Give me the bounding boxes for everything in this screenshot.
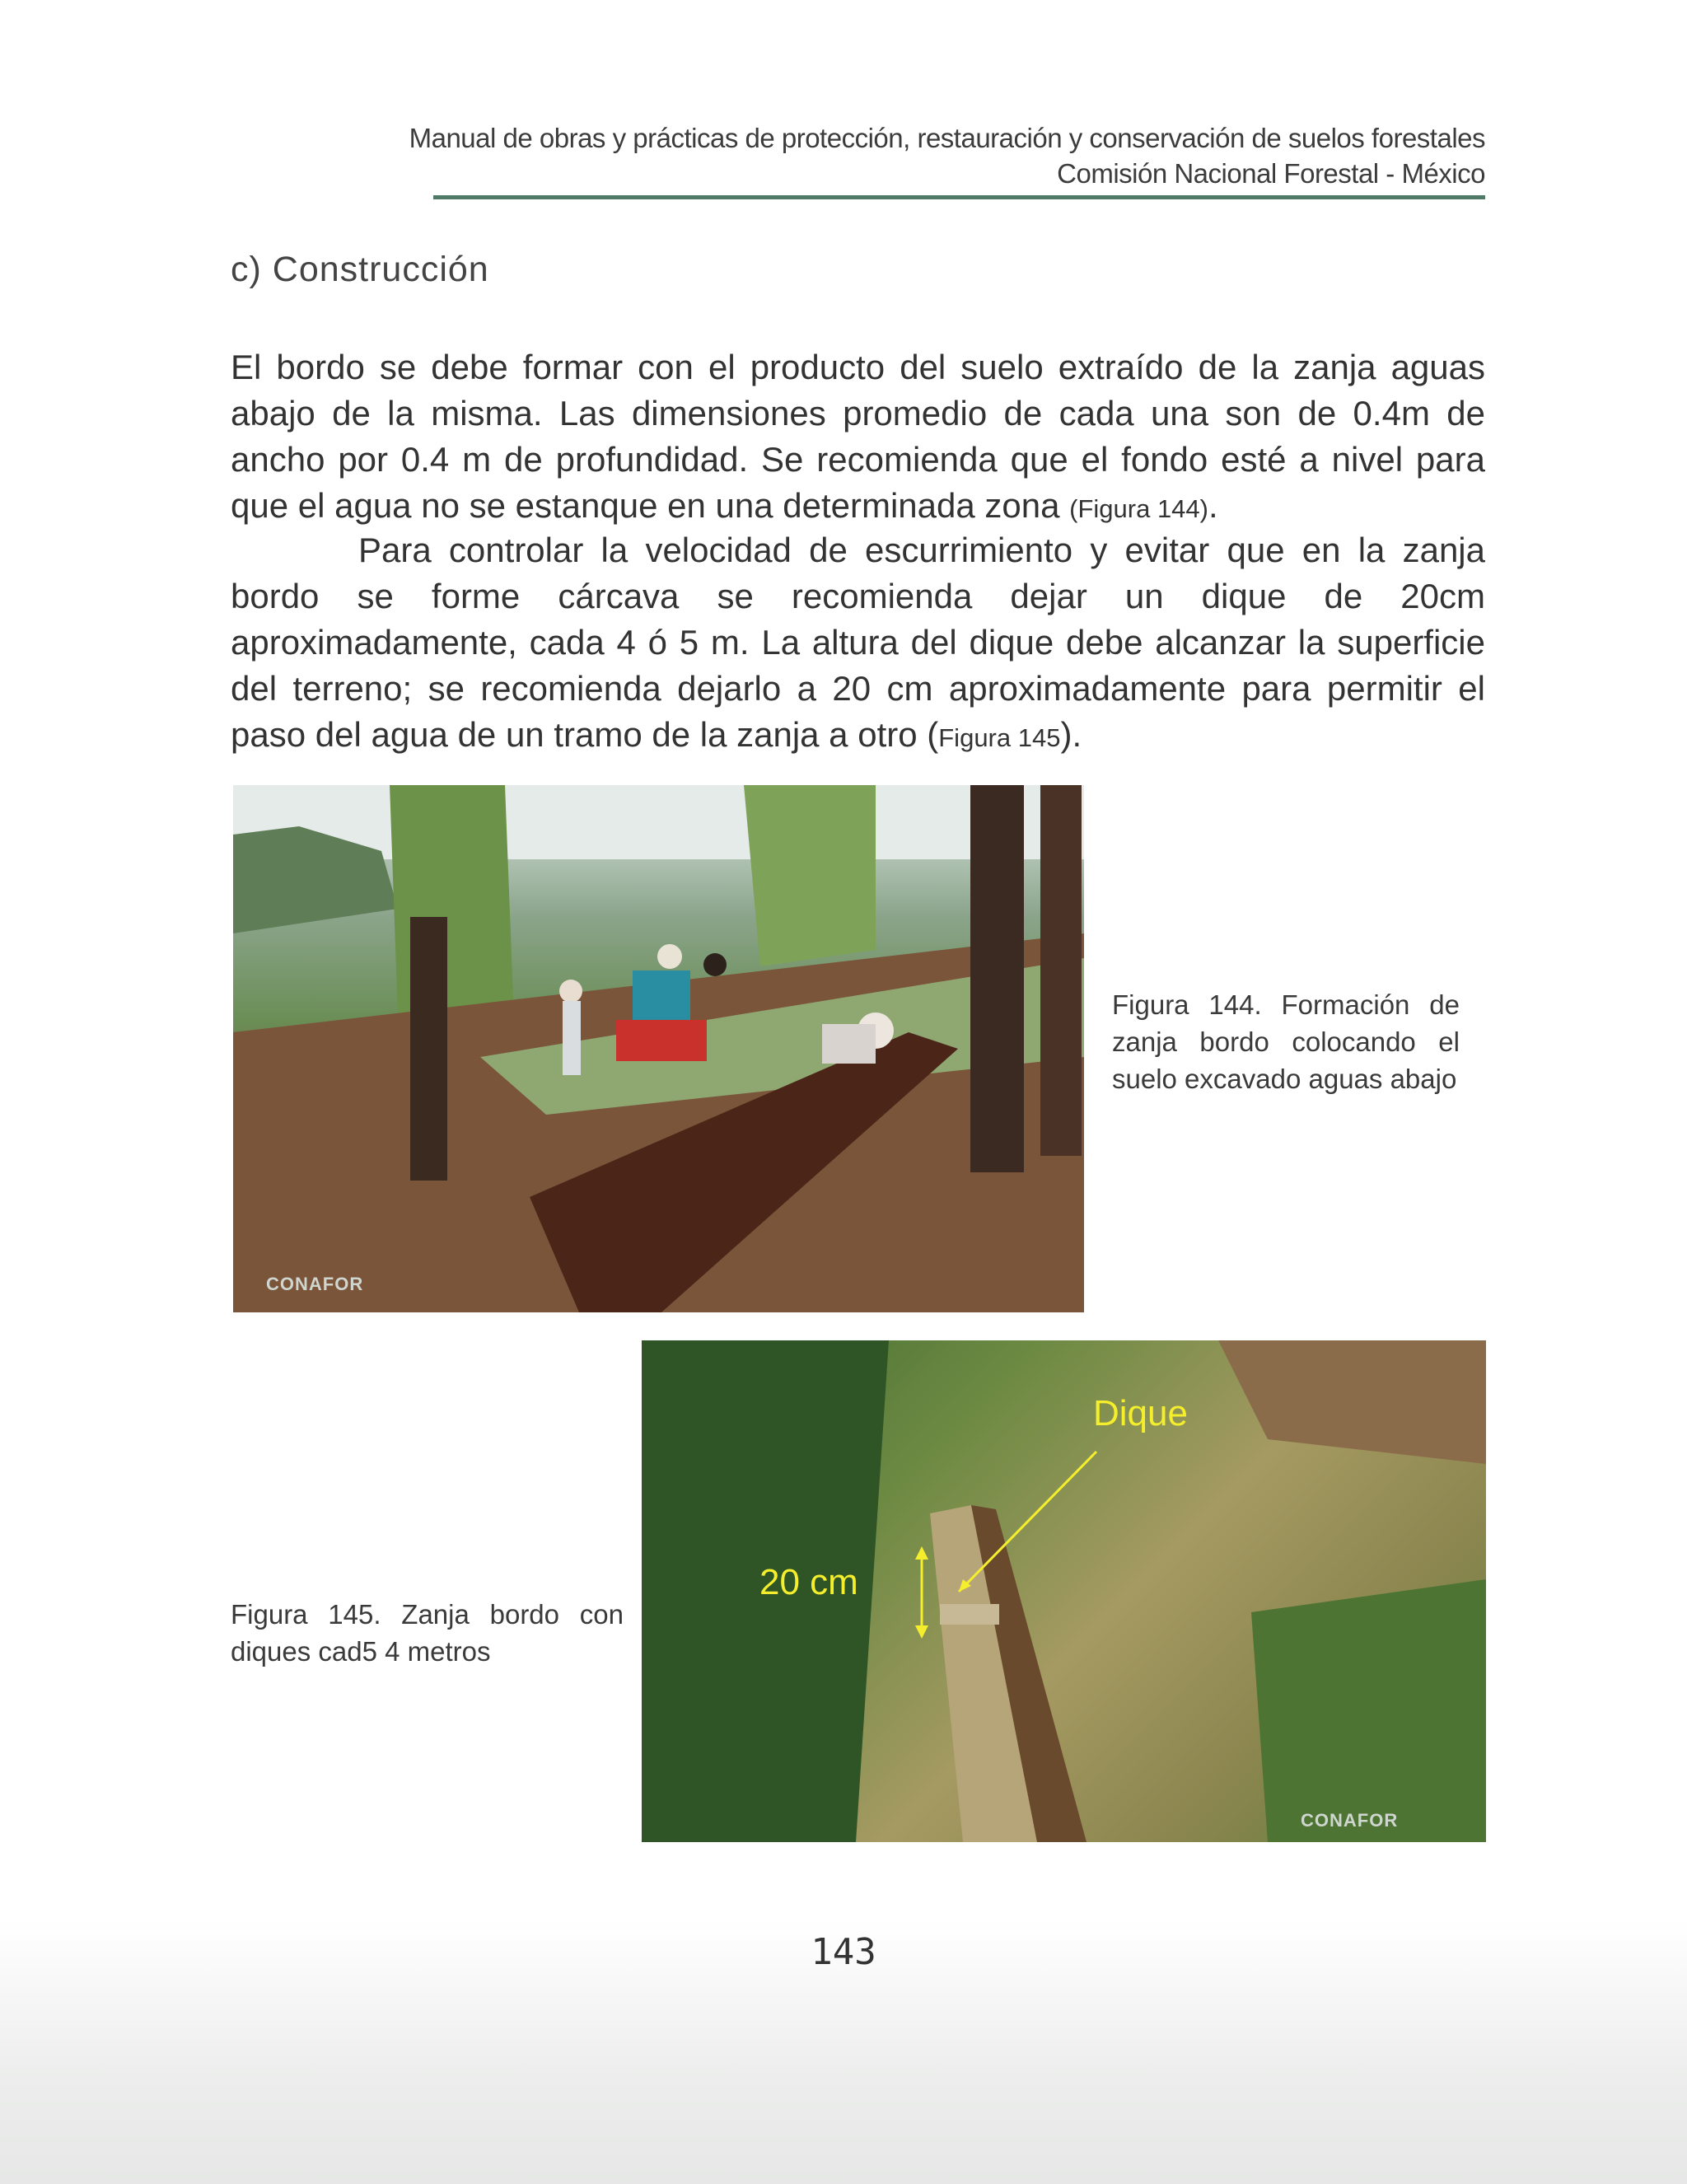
worker-head xyxy=(703,953,727,976)
worker-head xyxy=(559,980,582,1003)
figure-145-photo xyxy=(642,1340,1486,1842)
figure-145-reference: Figura 145 xyxy=(938,723,1061,752)
tree-trunk-1 xyxy=(970,785,1024,1172)
paragraph-1-end: . xyxy=(1208,486,1218,525)
figure-144-caption: Figura 144. Formación de zanja bordo colocando el suelo excavado aguas abajo xyxy=(1112,989,1460,1094)
paragraph-2 xyxy=(231,527,1485,761)
worker-body xyxy=(822,1024,876,1064)
header-manual-title: Manual de obras y prácticas de protección, restauración y conservación de suelos forestales xyxy=(409,123,1485,153)
worker-body xyxy=(633,970,690,1020)
tree-canopy-right xyxy=(744,785,876,966)
hillside-right xyxy=(1218,1340,1486,1464)
worker-head xyxy=(657,944,682,969)
header-institution: Comisión Nacional Forestal - México xyxy=(1057,158,1485,189)
paragraph-1 xyxy=(231,344,1485,532)
dique-label: Dique xyxy=(1093,1393,1188,1433)
figure-144-photo xyxy=(233,785,1084,1312)
tree-trunk-2 xyxy=(1040,785,1082,1156)
tree-canopy-left xyxy=(390,785,513,1016)
figure-144-illustration xyxy=(233,785,1084,1312)
dique-wall xyxy=(940,1604,999,1625)
shrubs-right xyxy=(1251,1579,1486,1842)
running-header xyxy=(409,120,1485,191)
height-label: 20 cm xyxy=(759,1562,858,1602)
photo-watermark: CONAFOR xyxy=(266,1274,364,1294)
paragraph-2-text: Para controlar la velocidad de escurrimiento y evitar que en la zanja bordo se forme cárcava se recomienda dejar un dique de 20cm aproximadamente, cada 4 ó 5 m. La altura del dique debe alcanzar la superficie del terreno; se recomienda dejarlo a 20 cm aproximadamente para permitir el paso del agua de un tramo de la zanja a otro ( xyxy=(231,531,1485,754)
figure-145-caption: Figura 145. Zanja bordo con diques cad5 4 metros xyxy=(231,1599,624,1667)
header-rule xyxy=(433,195,1485,199)
figure-144-reference: (Figura 144) xyxy=(1069,494,1208,523)
height-arrow-top xyxy=(915,1546,928,1560)
section-title: c) Construcción xyxy=(231,250,489,289)
worker-skirt xyxy=(616,1020,707,1061)
photo-watermark: CONAFOR xyxy=(1301,1810,1399,1831)
paragraph-2-end: ). xyxy=(1060,715,1082,754)
height-arrow-bottom xyxy=(915,1625,928,1639)
paragraph-1-text: El bordo se debe formar con el producto del suelo extraído de la zanja aguas abajo de la misma. Las dimensiones promedio de cada una son de 0.4m de ancho por 0.4 m de profundidad. Se recomienda que el fondo esté a nivel para que el agua no se estanque en una determinada zona xyxy=(231,348,1485,525)
figure-145-illustration xyxy=(642,1340,1486,1842)
page-number: 143 xyxy=(811,1931,876,1973)
worker-body xyxy=(563,1001,581,1075)
tree-stump xyxy=(410,917,447,1181)
